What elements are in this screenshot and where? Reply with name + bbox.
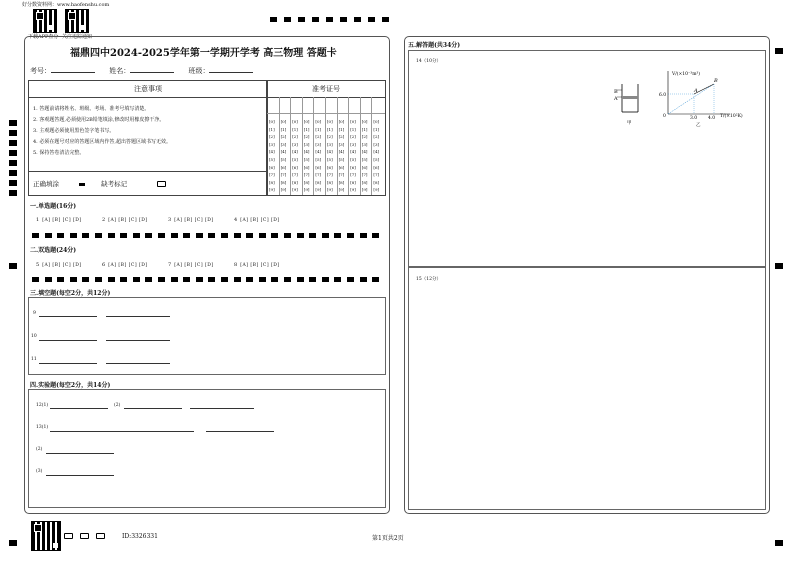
ticket-digit-bubble[interactable]: [4]	[361, 149, 368, 155]
ticket-digit-bubble[interactable]: [2]	[373, 134, 380, 140]
separator-mark	[284, 277, 291, 282]
ticket-digit-bubble[interactable]: [0]	[269, 119, 275, 124]
ticket-digit-bubble[interactable]: [2]	[350, 134, 356, 140]
option-bubbles[interactable]: [A] [B] [C] [D]	[240, 263, 280, 268]
page-number: 第1页共2页	[372, 535, 404, 542]
separator-mark	[108, 277, 115, 282]
app-qr-code	[34, 10, 56, 32]
separator-mark	[326, 17, 333, 22]
ticket-digit-bubble[interactable]: [6]	[338, 164, 345, 170]
option-bubbles[interactable]: [A] [B] [C] [D]	[108, 263, 148, 268]
ticket-digit-bubble[interactable]: [6]	[361, 164, 368, 170]
separator-mark	[45, 277, 52, 282]
separator-mark	[372, 277, 379, 282]
choice-question	[36, 262, 102, 268]
separator-mark	[32, 277, 39, 282]
ticket-digit-bubble[interactable]: [4]	[269, 149, 275, 155]
ticket-digit-bubble[interactable]: [8]	[269, 179, 275, 185]
single-choice-title: 一.单选题(16分)	[30, 203, 77, 210]
ticket-digit-bubble[interactable]: [2]	[292, 134, 298, 140]
ticket-digit-bubble[interactable]: [9]	[280, 187, 287, 193]
ticket-digit-bubble[interactable]: [3]	[303, 141, 310, 147]
ticket-digit-bubble[interactable]: [1]	[280, 126, 287, 132]
q15-label: 15（12分）	[416, 277, 441, 282]
separator-mark	[108, 233, 115, 238]
notice-item: 3. 主观题必须使用黑色签字笔书写。	[33, 128, 115, 134]
option-bubbles[interactable]: [A] [B] [C] [D]	[174, 218, 214, 223]
double-choice-row	[36, 262, 300, 268]
follow-qr-code	[66, 10, 88, 32]
separator-mark	[347, 277, 354, 282]
separator-mark	[334, 233, 341, 238]
ticket-digit-bubble[interactable]: [2]	[327, 134, 333, 140]
ticket-digit-bubble[interactable]: [9]	[269, 187, 275, 193]
ticket-digit-bubble[interactable]: [8]	[338, 179, 345, 185]
separator-mark	[297, 233, 304, 238]
separator-mark	[196, 233, 203, 238]
label-a-left: A	[614, 96, 618, 102]
ticket-digit-bubble[interactable]: [1]	[350, 126, 356, 132]
separator-mark	[309, 277, 316, 282]
question-number: 3	[168, 217, 172, 223]
ticket-digit-bubble[interactable]: [6]	[292, 164, 298, 170]
separator-mark	[382, 17, 389, 22]
q13-2-blank[interactable]	[46, 453, 114, 454]
q13-3-label: (3)	[36, 469, 43, 474]
ticket-digit-bubble[interactable]: [5]	[338, 157, 345, 162]
separator-mark	[70, 277, 77, 282]
ticket-digit-bubble[interactable]: [6]	[303, 164, 310, 170]
edge-mark	[9, 540, 17, 546]
exam-no-input[interactable]	[51, 72, 95, 73]
q10-blank-1[interactable]	[39, 340, 97, 341]
y-axis-label: V/(×10⁻³m³)	[672, 72, 701, 77]
separator-mark	[45, 233, 52, 238]
y-tick-6: 6.0	[659, 93, 667, 98]
ticket-digit-bubble[interactable]: [2]	[315, 134, 322, 140]
ticket-digit-bubble[interactable]: [3]	[338, 141, 345, 147]
site-header: 好分数资料网：www.haofenshu.com	[22, 2, 110, 8]
ticket-digit-bubble[interactable]: [1]	[338, 126, 345, 132]
ticket-digit-bubble[interactable]: [0]	[280, 119, 287, 124]
separator-mark	[57, 233, 64, 238]
separator-mark	[271, 277, 278, 282]
separator-mark	[360, 277, 367, 282]
choice-question	[234, 217, 300, 223]
ticket-digit-bubble[interactable]: [3]	[280, 141, 287, 147]
ticket-digit-bubble[interactable]: [8]	[350, 179, 356, 185]
ticket-digit-bubble[interactable]: [4]	[350, 149, 356, 155]
separator-mark	[246, 277, 253, 282]
separator-mark	[95, 233, 102, 238]
edge-mark	[9, 140, 17, 146]
ticket-digit-bubble[interactable]: [4]	[373, 149, 380, 155]
ticket-digit-bubble[interactable]: [9]	[327, 187, 333, 193]
ticket-digit-bubble[interactable]: [5]	[303, 157, 310, 162]
separator-mark	[234, 233, 241, 238]
ticket-digit-bubble[interactable]: [0]	[292, 119, 298, 124]
ticket-digit-bubble[interactable]: [7]	[373, 172, 380, 178]
absent-checkbox[interactable]	[157, 181, 166, 187]
separator-mark	[297, 277, 304, 282]
ticket-digit-bubble[interactable]: [1]	[303, 126, 310, 132]
ticket-digit-bubble[interactable]: [0]	[350, 119, 356, 124]
ticket-digit-bubble[interactable]: [2]	[338, 134, 345, 140]
ticket-digit-bubble[interactable]: [8]	[327, 179, 333, 185]
separator-mark	[270, 17, 277, 22]
q12-1-blank[interactable]	[50, 408, 108, 409]
choice-question	[168, 217, 234, 223]
option-bubbles[interactable]: [A] [B] [C] [D]	[174, 263, 214, 268]
edge-mark	[775, 263, 783, 269]
choice-question	[36, 217, 102, 223]
q13-1b-blank[interactable]	[206, 431, 274, 432]
separator-mark	[208, 233, 215, 238]
vt-graph	[668, 71, 730, 114]
ticket-digit-bubble[interactable]: [4]	[315, 149, 322, 155]
name-input[interactable]	[130, 72, 174, 73]
ticket-digit-bubble[interactable]: [5]	[280, 157, 287, 162]
info-fields	[30, 66, 253, 76]
ticket-digit-bubble[interactable]: [8]	[303, 179, 310, 185]
question-number: 4	[234, 217, 238, 223]
ticket-digit-bubble[interactable]: [3]	[315, 141, 322, 147]
separator-mark	[322, 233, 329, 238]
x-axis-label: T/(×10²K)	[720, 114, 743, 119]
option-bubbles[interactable]: [A] [B] [C] [D]	[42, 218, 82, 223]
separator-mark	[340, 17, 347, 22]
ticket-digit-bubble[interactable]: [1]	[361, 126, 368, 132]
label-b-left: B	[614, 89, 618, 95]
separator-mark	[259, 233, 266, 238]
edge-mark	[775, 540, 783, 546]
separator-mark	[284, 17, 291, 22]
separator-mark	[309, 233, 316, 238]
ticket-digit-bubble[interactable]: [3]	[373, 141, 380, 147]
caption-left: 甲	[627, 121, 632, 126]
separator-mark	[347, 233, 354, 238]
q13-1-blank[interactable]	[50, 431, 194, 432]
separator-mark	[95, 277, 102, 282]
separator-mark	[221, 277, 228, 282]
ticket-digit-bubble[interactable]: [1]	[315, 126, 322, 132]
cylinder-diagram	[617, 84, 638, 112]
q11-blank-1[interactable]	[39, 363, 97, 364]
ticket-digit-bubble[interactable]: [1]	[373, 126, 380, 132]
q9-blank-2[interactable]	[106, 316, 170, 317]
ticket-digit-bubble[interactable]: [7]	[269, 172, 275, 178]
ticket-digit-bubble[interactable]: [4]	[292, 149, 298, 155]
ticket-digit-bubble[interactable]: [5]	[350, 157, 356, 162]
edge-mark	[9, 150, 17, 156]
ticket-digit-bubble[interactable]: [5]	[315, 157, 322, 162]
separator-mark	[360, 233, 367, 238]
separator-mark	[57, 277, 64, 282]
physics-figure	[608, 66, 782, 128]
ticket-digit-bubble[interactable]: [2]	[280, 134, 287, 140]
notice-heading: 注意事项	[29, 81, 267, 98]
q10-blank-2[interactable]	[106, 340, 170, 341]
separator-mark	[70, 233, 77, 238]
ticket-digit-bubble[interactable]: [8]	[280, 179, 287, 185]
page-title: 福鼎四中2024-2025学年第一学期开学考 高三物理 答题卡	[70, 48, 337, 59]
ticket-digit-bubble[interactable]: [3]	[327, 141, 333, 147]
separator-mark	[354, 17, 361, 22]
answer-title: 五.解答题(共34分)	[408, 42, 461, 49]
choice-question	[102, 217, 168, 223]
q14-label: 14（10分）	[416, 59, 441, 64]
ticket-digit-bubble[interactable]: [0]	[315, 119, 322, 124]
edge-mark	[775, 48, 783, 54]
ticket-digit-bubble[interactable]: [4]	[303, 149, 310, 155]
ticket-digit-bubble[interactable]: [0]	[361, 119, 368, 124]
ticket-digit-bubble[interactable]: [3]	[269, 141, 275, 147]
ticket-digit-bubble[interactable]: [0]	[373, 119, 380, 124]
point-a-label: A	[694, 88, 698, 94]
ticket-digit-bubble[interactable]: [6]	[373, 164, 380, 170]
question-number: 1	[36, 217, 40, 223]
absent-mark-label: 缺考标记	[101, 180, 128, 188]
ticket-digit-bubble[interactable]: [4]	[338, 149, 345, 155]
separator-mark	[196, 277, 203, 282]
ticket-digit-bubble[interactable]: [1]	[327, 126, 333, 132]
ticket-heading: 准考证号	[267, 81, 385, 98]
footer-box-2	[80, 533, 89, 539]
separator-mark	[259, 277, 266, 282]
ticket-digit-bubble[interactable]: [8]	[292, 179, 298, 185]
q15-box[interactable]	[408, 266, 766, 510]
q11-label: 11	[31, 357, 37, 362]
choice-question	[102, 262, 168, 268]
separator-mark	[372, 233, 379, 238]
caption-right: 乙	[696, 123, 701, 128]
edge-mark	[9, 160, 17, 166]
separator-mark	[158, 277, 165, 282]
notice-list	[29, 98, 267, 159]
q12-3-blank[interactable]	[190, 408, 254, 409]
separator-mark	[171, 277, 178, 282]
qr-caption-follow: 关注追踪通知	[62, 34, 93, 40]
class-label: 班级：	[188, 67, 210, 75]
ticket-digit-bubble[interactable]: [8]	[373, 179, 380, 185]
ticket-digit-bubble[interactable]: [5]	[269, 157, 275, 162]
notice-item: 1. 答题前请将姓名、班级、考场、准考号填写清楚。	[33, 106, 150, 112]
separator-mark	[120, 233, 127, 238]
edge-mark	[9, 190, 17, 196]
double-choice-title: 二.双选题(24分)	[30, 247, 77, 254]
ticket-digit-bubble[interactable]: [7]	[303, 172, 310, 178]
correct-fill-label: 正确填涂	[33, 180, 59, 188]
ticket-digit-bubble[interactable]: [7]	[327, 172, 333, 178]
filled-sample-icon	[79, 183, 85, 186]
ticket-number-box	[266, 80, 386, 196]
x-tick-3: 3.0	[690, 116, 698, 121]
ticket-digit-bubble[interactable]: [5]	[327, 157, 333, 162]
edge-mark	[9, 170, 17, 176]
q13-2-label: (2)	[36, 447, 43, 452]
separator-mark	[298, 17, 305, 22]
separator-mark	[145, 277, 152, 282]
separator-mark	[133, 277, 140, 282]
ticket-digit-bubble[interactable]: [4]	[327, 149, 333, 155]
q13-3-blank[interactable]	[46, 475, 114, 476]
separator-mark	[284, 233, 291, 238]
ticket-digit-bubble[interactable]: [9]	[373, 187, 380, 193]
separator-mark	[208, 277, 215, 282]
separator-mark	[322, 277, 329, 282]
q9-blank-1[interactable]	[39, 316, 97, 317]
ticket-digit-bubble[interactable]: [5]	[373, 157, 380, 162]
separator-mark	[133, 233, 140, 238]
ticket-digit-bubble[interactable]: [8]	[315, 179, 322, 185]
point-b-label: B	[714, 78, 718, 84]
ticket-digit-bubble[interactable]: [3]	[350, 141, 356, 147]
separator-mark	[183, 277, 190, 282]
x-tick-4: 4.0	[708, 116, 716, 121]
ticket-digit-bubble[interactable]: [7]	[350, 172, 356, 178]
ticket-digit-bubble[interactable]: [9]	[315, 187, 322, 193]
ticket-digit-bubble[interactable]: [1]	[269, 126, 275, 132]
separator-mark	[120, 277, 127, 282]
ticket-digit-bubble[interactable]: [4]	[280, 149, 287, 155]
separator-mark	[246, 233, 253, 238]
question-number: 8	[234, 262, 238, 268]
origin-label: 0	[663, 114, 666, 119]
q12-2-label: (2)	[114, 403, 121, 408]
separator-mark	[82, 233, 89, 238]
ticket-digit-bubble[interactable]: [0]	[338, 119, 345, 124]
ticket-digit-bubble[interactable]: [6]	[315, 164, 322, 170]
ticket-digit-bubble[interactable]: [6]	[269, 164, 275, 170]
question-number: 2	[102, 217, 106, 223]
ticket-digit-bubble[interactable]: [1]	[292, 126, 298, 132]
ticket-digit-bubble[interactable]: [9]	[303, 187, 310, 193]
ticket-digit-bubble[interactable]: [3]	[292, 141, 298, 147]
question-number: 6	[102, 262, 106, 268]
option-bubbles[interactable]: [A] [B] [C] [D]	[42, 263, 82, 268]
separator-mark	[158, 233, 165, 238]
qr-caption-app: 下载APP查分	[28, 34, 59, 40]
q13-1-label: 13(1)	[36, 425, 49, 430]
edge-mark	[9, 263, 17, 269]
separator-mark	[234, 277, 241, 282]
footer-id: ID:3326331	[122, 533, 158, 540]
ticket-digit-bubble[interactable]: [6]	[327, 164, 333, 170]
question-number: 5	[36, 262, 40, 268]
ticket-digit-bubble[interactable]: [6]	[350, 164, 356, 170]
ticket-digit-grid	[267, 97, 385, 195]
edge-mark	[9, 180, 17, 186]
question-number: 7	[168, 262, 172, 268]
ticket-digit-bubble[interactable]: [2]	[361, 134, 368, 140]
ticket-digit-bubble[interactable]: [9]	[361, 187, 368, 193]
ticket-digit-bubble[interactable]: [5]	[361, 157, 368, 162]
ticket-digit-bubble[interactable]: [0]	[327, 119, 333, 124]
notice-box	[28, 80, 268, 196]
experiment-box	[28, 389, 386, 508]
footer-qr-code	[32, 522, 60, 550]
ticket-digit-bubble[interactable]: [9]	[350, 187, 356, 193]
separator-mark	[145, 233, 152, 238]
option-bubbles[interactable]: [A] [B] [C] [D]	[240, 218, 280, 223]
edge-mark	[9, 120, 17, 126]
name-label: 姓名：	[109, 67, 131, 75]
edge-mark	[9, 130, 17, 136]
footer-box-1	[64, 533, 73, 539]
ticket-digit-bubble[interactable]: [2]	[269, 134, 275, 140]
choice-question	[168, 262, 234, 268]
choice-question	[234, 262, 300, 268]
single-choice-row	[36, 217, 300, 223]
ticket-digit-bubble[interactable]: [3]	[361, 141, 368, 147]
ticket-digit-bubble[interactable]: [7]	[292, 172, 298, 178]
q12-2-blank[interactable]	[124, 408, 182, 409]
option-bubbles[interactable]: [A] [B] [C] [D]	[108, 218, 148, 223]
ticket-digit-bubble[interactable]: [5]	[292, 157, 298, 162]
q9-label: 9	[33, 311, 36, 316]
footer-box-3	[96, 533, 105, 539]
ticket-digit-bubble[interactable]: [7]	[338, 172, 345, 178]
ticket-digit-bubble[interactable]: [6]	[280, 164, 287, 170]
separator-mark	[334, 277, 341, 282]
fill-blank-title: 三.填空题(每空2分，共12分)	[30, 290, 111, 297]
ticket-digit-bubble[interactable]: [9]	[338, 187, 345, 193]
ticket-digit-bubble[interactable]: [8]	[361, 179, 368, 185]
exam-no-label: 考号：	[30, 67, 51, 75]
notice-item: 2. 客观题答题,必须使用2B铅笔填涂,修改时用橡皮擦干净。	[33, 117, 165, 123]
separator-mark	[82, 277, 89, 282]
ticket-digit-bubble[interactable]: [2]	[303, 134, 310, 140]
experiment-title: 四.实验题(每空2分，共14分)	[30, 382, 111, 389]
ticket-digit-bubble[interactable]: [7]	[361, 172, 368, 178]
q10-label: 10	[31, 334, 37, 339]
q12-1-label: 12(1)	[36, 403, 49, 408]
separator-mark	[312, 17, 319, 22]
fill-example	[33, 179, 166, 188]
class-input[interactable]	[209, 72, 253, 73]
notice-item: 5. 保持答卷清洁完整。	[33, 150, 85, 156]
separator-mark	[183, 233, 190, 238]
separator-mark	[368, 17, 375, 22]
ticket-digit-bubble[interactable]: [7]	[280, 172, 287, 178]
ticket-digit-bubble[interactable]: [7]	[315, 172, 322, 178]
separator-mark	[271, 233, 278, 238]
ticket-digit-bubble[interactable]: [0]	[303, 119, 310, 124]
separator-mark	[171, 233, 178, 238]
separator-mark	[32, 233, 39, 238]
separator-mark	[221, 233, 228, 238]
notice-item: 4. 必须在题号对应的答题区域内作答,超出答题区域书写无效。	[33, 139, 171, 145]
q11-blank-2[interactable]	[106, 363, 170, 364]
ticket-digit-bubble[interactable]: [9]	[292, 187, 298, 193]
